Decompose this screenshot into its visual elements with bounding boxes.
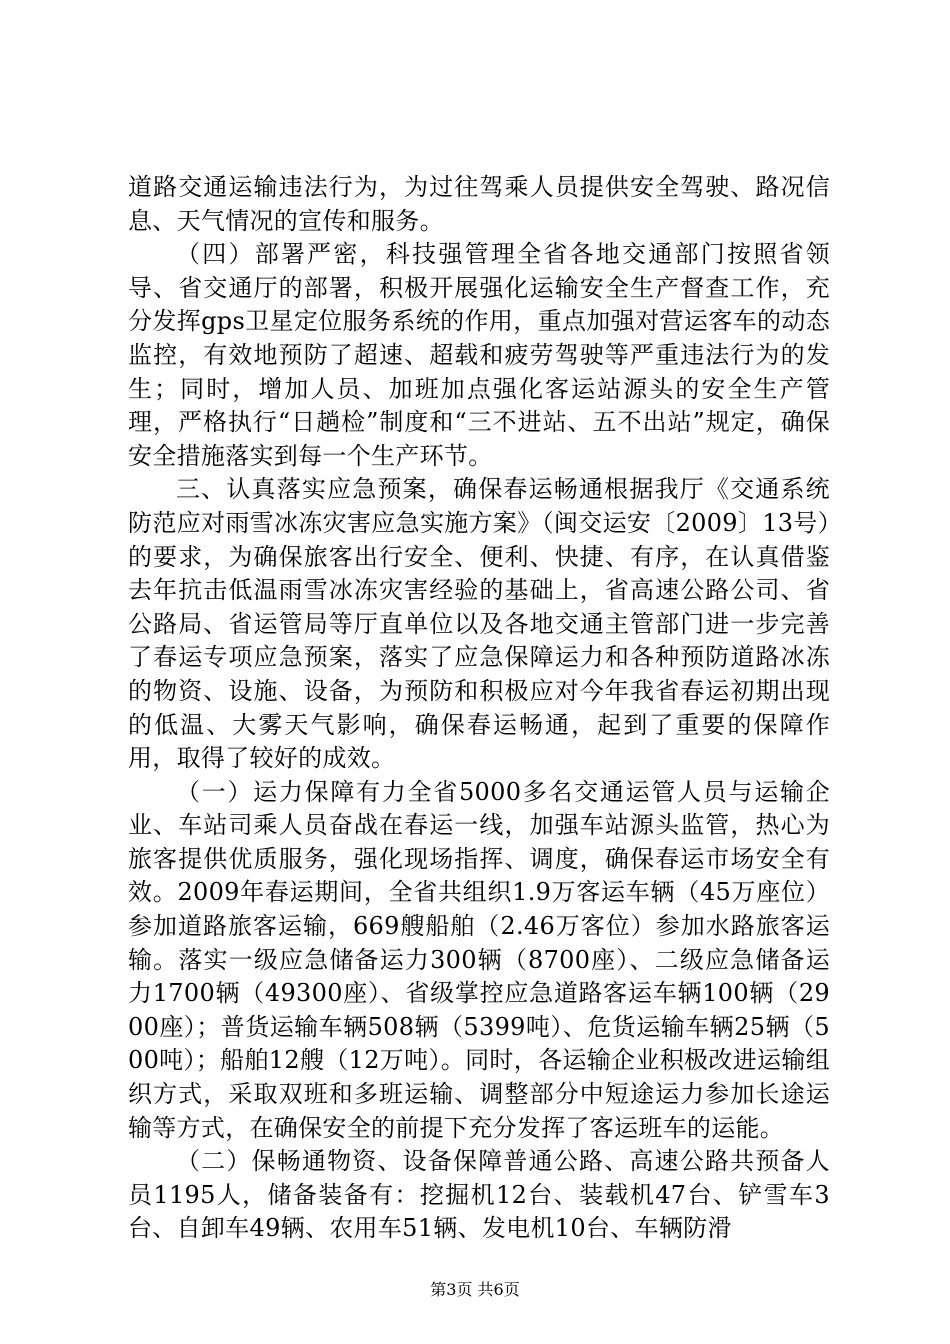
document-body bbox=[128, 171, 830, 1246]
paragraph-5: （二）保畅通物资、设备保障普通公路、高速公路共预备人员1195人，储备装备有：挖掘机12台、装载机47台、铲雪车3台、自卸车49辆、农用车51辆、发电机10台、车辆防滑 bbox=[128, 1147, 830, 1243]
paragraph-4: （一）运力保障有力全省5000多名交通运管人员与运输企业、车站司乘人员奋战在春运一线，加强车站源头监管，热心为旅客提供优质服务，强化现场指挥、调度，确保春运市场安全有效。2009年春运期间，全省共组织1.9万客运车辆（45万座位）参加道路旅客运输，669艘船舶（2.46万客位）参加水路旅客运输。落实一级应急储备运力300辆（8700座）、二级应急储备运力1700辆（49300座）、省级掌控应急道路客运车辆100辆（2900座）；普货运输车辆508辆（5399吨）、危货运输车辆25辆（500吨）；船舶12艘（12万吨）。同时，各运输企业积极改进运输组织方式，采取双班和多班运输、调整部分中短途运力参加长途运输等方式，在确保安全的前提下充分发挥了客运班车的运能。 bbox=[128, 777, 830, 1142]
paragraph-2: （四）部署严密，科技强管理全省各地交通部门按照省领导、省交通厅的部署，积极开展强化运输安全生产督查工作，充分发挥gps卫星定位服务系统的作用，重点加强对营运客车的动态监控，有效地预防了超速、超载和疲劳驾驶等严重违法行为的发生；同时，增加人员、加班加点强化客运站源头的安全生产管理，严格执行“日趟检”制度和“三不进站、五不出站”规定，确保安全措施落实到每一个生产环节。 bbox=[128, 240, 830, 470]
paragraph-3: 三、认真落实应急预案，确保春运畅通根据我厅《交通系统防范应对雨雪冰冻灾害应急实施方案》（闽交运安〔2009〕13号）的要求，为确保旅客出行安全、便利、快捷、有序，在认真借鉴去年抗击低温雨雪冰冻灾害经验的基础上，省高速公路公司、省公路局、省运管局等厅直单位以及各地交通主管部门进一步完善了春运专项应急预案，落实了应急保障运力和各种预防道路冰冻的物资、设施、设备，为预防和积极应对今年我省春运初期出现的低温、大雾天气影响，确保春运畅通，起到了重要的保障作用，取得了较好的成效。 bbox=[128, 475, 830, 773]
paragraph-1: 道路交通运输违法行为，为过往驾乘人员提供安全驾驶、路况信息、天气情况的宣传和服务。 bbox=[128, 173, 830, 235]
page-number-footer: 第3页 共6页 bbox=[430, 1280, 520, 1299]
